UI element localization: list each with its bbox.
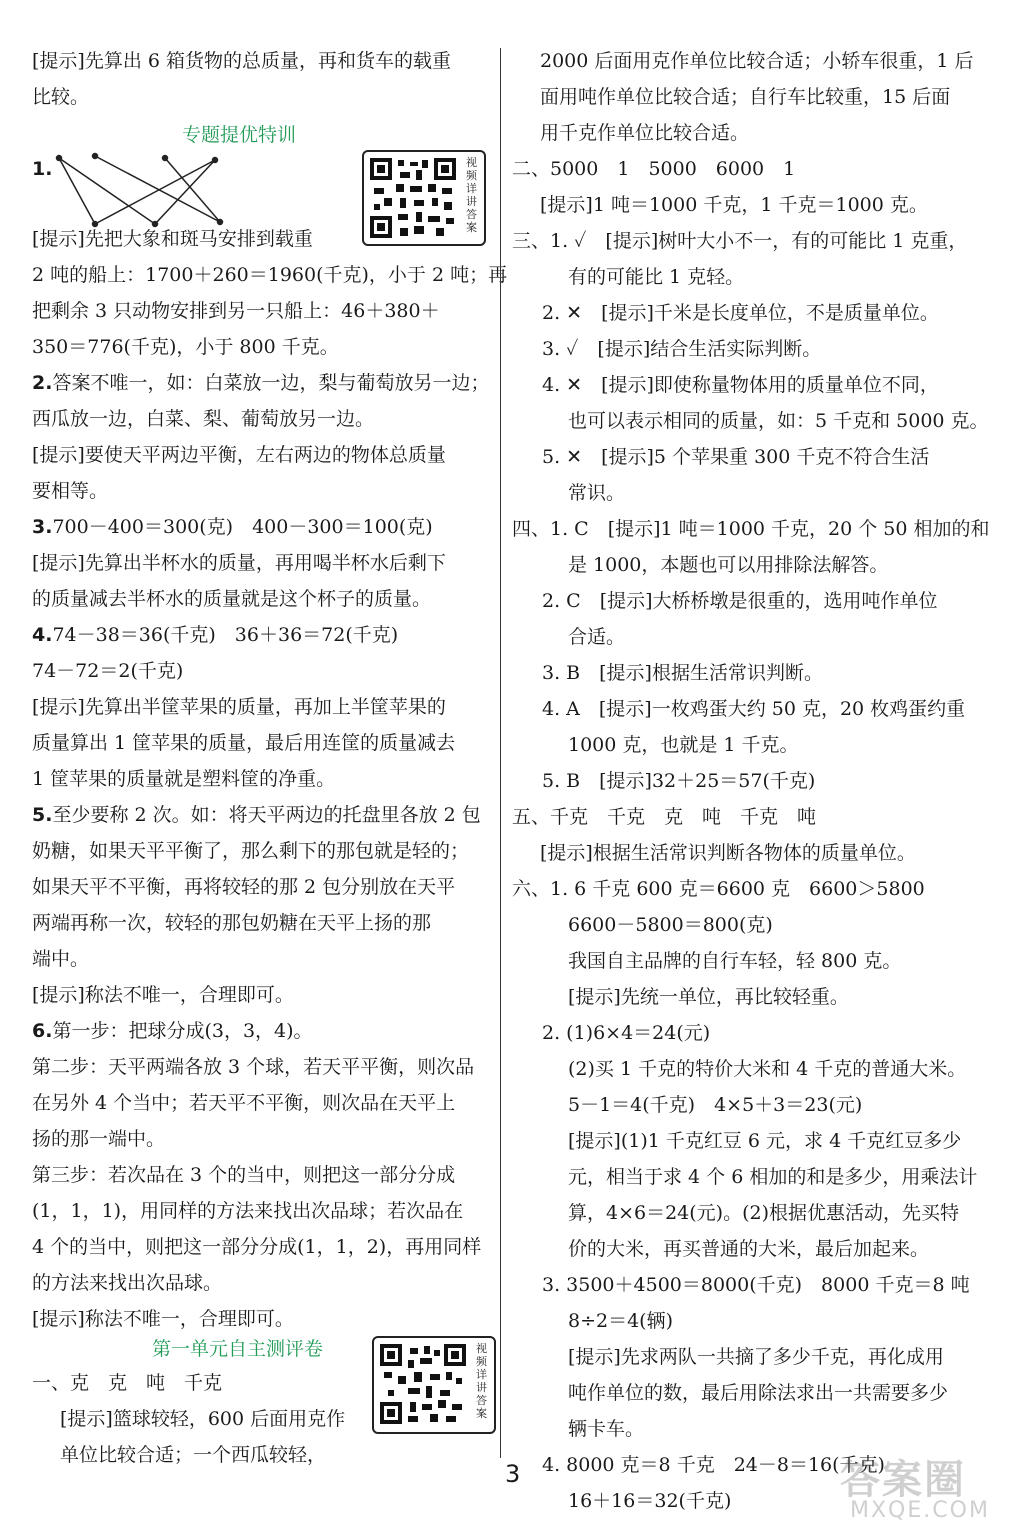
text-line: [提示]先算出 6 箱货物的总质量，再和货车的载重 <box>32 50 451 72</box>
text-line: 5－1＝4(千克) 4×5＋3＝23(元) <box>568 1094 863 1116</box>
qr-code-2[interactable] <box>372 1336 496 1434</box>
item-text: 答案不唯一，如：白菜放一边，梨与葡萄放另一边； <box>52 372 490 394</box>
text-line: 二、5000 1 5000 6000 1 <box>512 158 796 180</box>
text-line: 5. ✕ [提示]5 个苹果重 300 千克不符合生活 <box>542 446 930 468</box>
text-line: 要相等。 <box>32 480 109 502</box>
text-line: 8÷2＝4(辆) <box>568 1310 674 1332</box>
item-number: 4. <box>32 624 53 646</box>
item-number: 3. <box>32 516 53 538</box>
text-line: (2)买 1 千克的特价大米和 4 千克的普通大米。 <box>568 1058 967 1080</box>
text-line: 的方法来找出次品球。 <box>32 1272 223 1294</box>
text-line: [提示]篮球较轻，600 后面用克作 <box>60 1408 346 1430</box>
text-line: 第三步：若次品在 3 个的当中，则把这一部分分成 <box>32 1164 456 1186</box>
text-line: 辆卡车。 <box>568 1418 645 1440</box>
text-line: 元，相当于求 4 个 6 相加的和是多少，用乘法计 <box>568 1166 978 1188</box>
text-line: [提示]先求两队一共摘了多少千克，再化成用 <box>568 1346 944 1368</box>
text-line: [提示]称法不唯一，合理即可。 <box>32 1308 294 1330</box>
text-line <box>32 156 52 182</box>
text-line <box>32 622 398 648</box>
text-line: 四、1. C [提示]1 吨＝1000 千克，20 个 50 相加的和 <box>512 518 990 540</box>
text-line: 吨作单位的数，最后用除法求出一共需要多少 <box>568 1382 949 1404</box>
text-line <box>32 1018 313 1044</box>
text-line: 4 个的当中，则把这一部分分成(1，1，2)，再用同样 <box>32 1236 482 1258</box>
matching-lines-diagram <box>55 152 255 232</box>
watermark-text: 答案圈 <box>840 1457 966 1503</box>
text-line: 奶糖，如果天平平衡了，那么剩下的那包就是轻的； <box>32 840 470 862</box>
text-line: [提示]先算出半筐苹果的质量，再加上半筐苹果的 <box>32 696 446 718</box>
text-line: 常识。 <box>568 482 626 504</box>
text-line: 2000 后面用克作单位比较合适；小轿车很重，1 后 <box>540 50 974 72</box>
text-line: 五、千克 千克 克 吨 千克 吨 <box>512 806 817 828</box>
text-line: [提示]先算出半杯水的质量，再用喝半杯水后剩下 <box>32 552 446 574</box>
text-line <box>32 370 489 396</box>
text-line: 两端再称一次，较轻的那包奶糖在天平上扬的那 <box>32 912 432 934</box>
text-line: 西瓜放一边，白菜、梨、葡萄放另一边。 <box>32 408 375 430</box>
text-line: 我国自主品牌的自行车轻，轻 800 克。 <box>568 950 902 972</box>
watermark-logo <box>840 1448 1020 1528</box>
qr-code-1[interactable] <box>362 150 486 246</box>
text-line: 一、克 克 吨 千克 <box>32 1372 223 1394</box>
text-line: 16＋16＝32(千克) <box>568 1490 732 1512</box>
item-text: 第一步：把球分成(3，3，4)。 <box>52 1020 313 1042</box>
text-line: 2. ✕ [提示]千米是长度单位，不是质量单位。 <box>542 302 939 324</box>
text-line: 端中。 <box>32 948 90 970</box>
item-number: 1. <box>32 158 53 180</box>
text-line: 扬的那一端中。 <box>32 1128 166 1150</box>
text-line <box>32 514 433 540</box>
text-line: 2. C [提示]大桥桥墩是很重的，选用吨作单位 <box>542 590 938 612</box>
text-line: (1，1，1)，用同样的方法来找出次品球；若次品在 <box>32 1200 464 1222</box>
text-line: 350＝776(千克)，小于 800 千克。 <box>32 336 339 358</box>
section-heading: 专题提优特训 <box>182 124 297 146</box>
page-number: 3 <box>505 1460 521 1488</box>
text-line: 单位比较合适；一个西瓜较轻， <box>60 1444 327 1466</box>
text-line: 3. 3500＋4500＝8000(千克) 8000 千克＝8 吨 <box>542 1274 970 1296</box>
text-line: 4. ✕ [提示]即使称量物体用的质量单位不同， <box>542 374 939 396</box>
text-line: 2. (1)6×4＝24(元) <box>542 1022 711 1044</box>
item-text: 至少要称 2 次。如：将天平两边的托盘里各放 2 包 <box>52 804 481 826</box>
text-line: 比较。 <box>32 86 90 108</box>
text-line: 2 吨的船上：1700＋260＝1960(千克)，小于 2 吨；再 <box>32 264 508 286</box>
text-line: 1 筐苹果的质量就是塑料筐的净重。 <box>32 768 336 790</box>
text-line: 是 1000，本题也可以用排除法解答。 <box>568 554 889 576</box>
text-line: [提示]先统一单位，再比较轻重。 <box>568 986 849 1008</box>
text-line: 在另外 4 个当中；若天平不平衡，则次品在天平上 <box>32 1092 456 1114</box>
text-line: 六、1. 6 千克 600 克＝6600 克 6600＞5800 <box>512 878 925 900</box>
text-line: 三、1. ✓ [提示]树叶大小不一，有的可能比 1 克重， <box>512 230 968 252</box>
text-line: [提示](1)1 千克红豆 6 元，求 4 千克红豆多少 <box>568 1130 962 1152</box>
text-line: 把剩余 3 只动物安排到另一只船上：46＋380＋ <box>32 300 440 322</box>
text-line: 用千克作单位比较合适。 <box>540 122 750 144</box>
item-text: 700－400＝300(克) 400－300＝100(克) <box>52 516 433 538</box>
item-number: 2. <box>32 372 53 394</box>
text-line: 合适。 <box>568 626 626 648</box>
column-divider <box>500 48 501 1458</box>
text-line: 5. B [提示]32＋25＝57(千克) <box>542 770 816 792</box>
text-line: 3. ✓ [提示]结合生活实际判断。 <box>542 338 822 360</box>
text-line: 6600－5800＝800(克) <box>568 914 773 936</box>
text-line: 4. A [提示]一枚鸡蛋大约 50 克，20 枚鸡蛋约重 <box>542 698 966 720</box>
text-line: 算，4×6＝24(元)。(2)根据优惠活动，先买特 <box>568 1202 960 1224</box>
text-line: [提示]要使天平两边平衡，左右两边的物体总质量 <box>32 444 446 466</box>
item-number: 5. <box>32 804 53 826</box>
text-line: 质量算出 1 筐苹果的质量，最后用连筐的质量减去 <box>32 732 456 754</box>
watermark-url: MXQE.COM <box>850 1498 990 1523</box>
text-line: [提示]称法不唯一，合理即可。 <box>32 984 294 1006</box>
text-line: 面用吨作单位比较合适；自行车比较重，15 后面 <box>540 86 951 108</box>
text-line: 有的可能比 1 克轻。 <box>568 266 745 288</box>
section-heading: 第一单元自主测评卷 <box>152 1338 324 1360</box>
item-number: 6. <box>32 1020 53 1042</box>
text-line: 第二步：天平两端各放 3 个球，若天平平衡，则次品 <box>32 1056 475 1078</box>
text-line: 价的大米，再买普通的大米，最后加起来。 <box>568 1238 930 1260</box>
text-line: 1000 克，也就是 1 千克。 <box>568 734 799 756</box>
text-line <box>32 802 481 828</box>
text-line: 74－72＝2(千克) <box>32 660 184 682</box>
qr-caption: 视频详讲答案 <box>476 1342 487 1420</box>
text-line: [提示]1 吨＝1000 千克，1 千克＝1000 克。 <box>540 194 928 216</box>
text-line: 3. B [提示]根据生活常识判断。 <box>542 662 823 684</box>
text-line: [提示]根据生活常识判断各物体的质量单位。 <box>540 842 916 864</box>
text-line: 的质量减去半杯水的质量就是这个杯子的质量。 <box>32 588 432 610</box>
qr-caption: 视频详讲答案 <box>466 156 477 234</box>
item-text: 74－38＝36(千克) 36＋36＝72(千克) <box>52 624 399 646</box>
text-line: 也可以表示相同的质量，如：5 千克和 5000 克。 <box>568 410 989 432</box>
text-line: [提示]先把大象和斑马安排到载重 <box>32 228 313 250</box>
text-line: 4. 8000 克＝8 千克 24－8＝16(千克) <box>542 1454 885 1476</box>
text-line: 如果天平不平衡，再将较轻的那 2 包分别放在天平 <box>32 876 456 898</box>
